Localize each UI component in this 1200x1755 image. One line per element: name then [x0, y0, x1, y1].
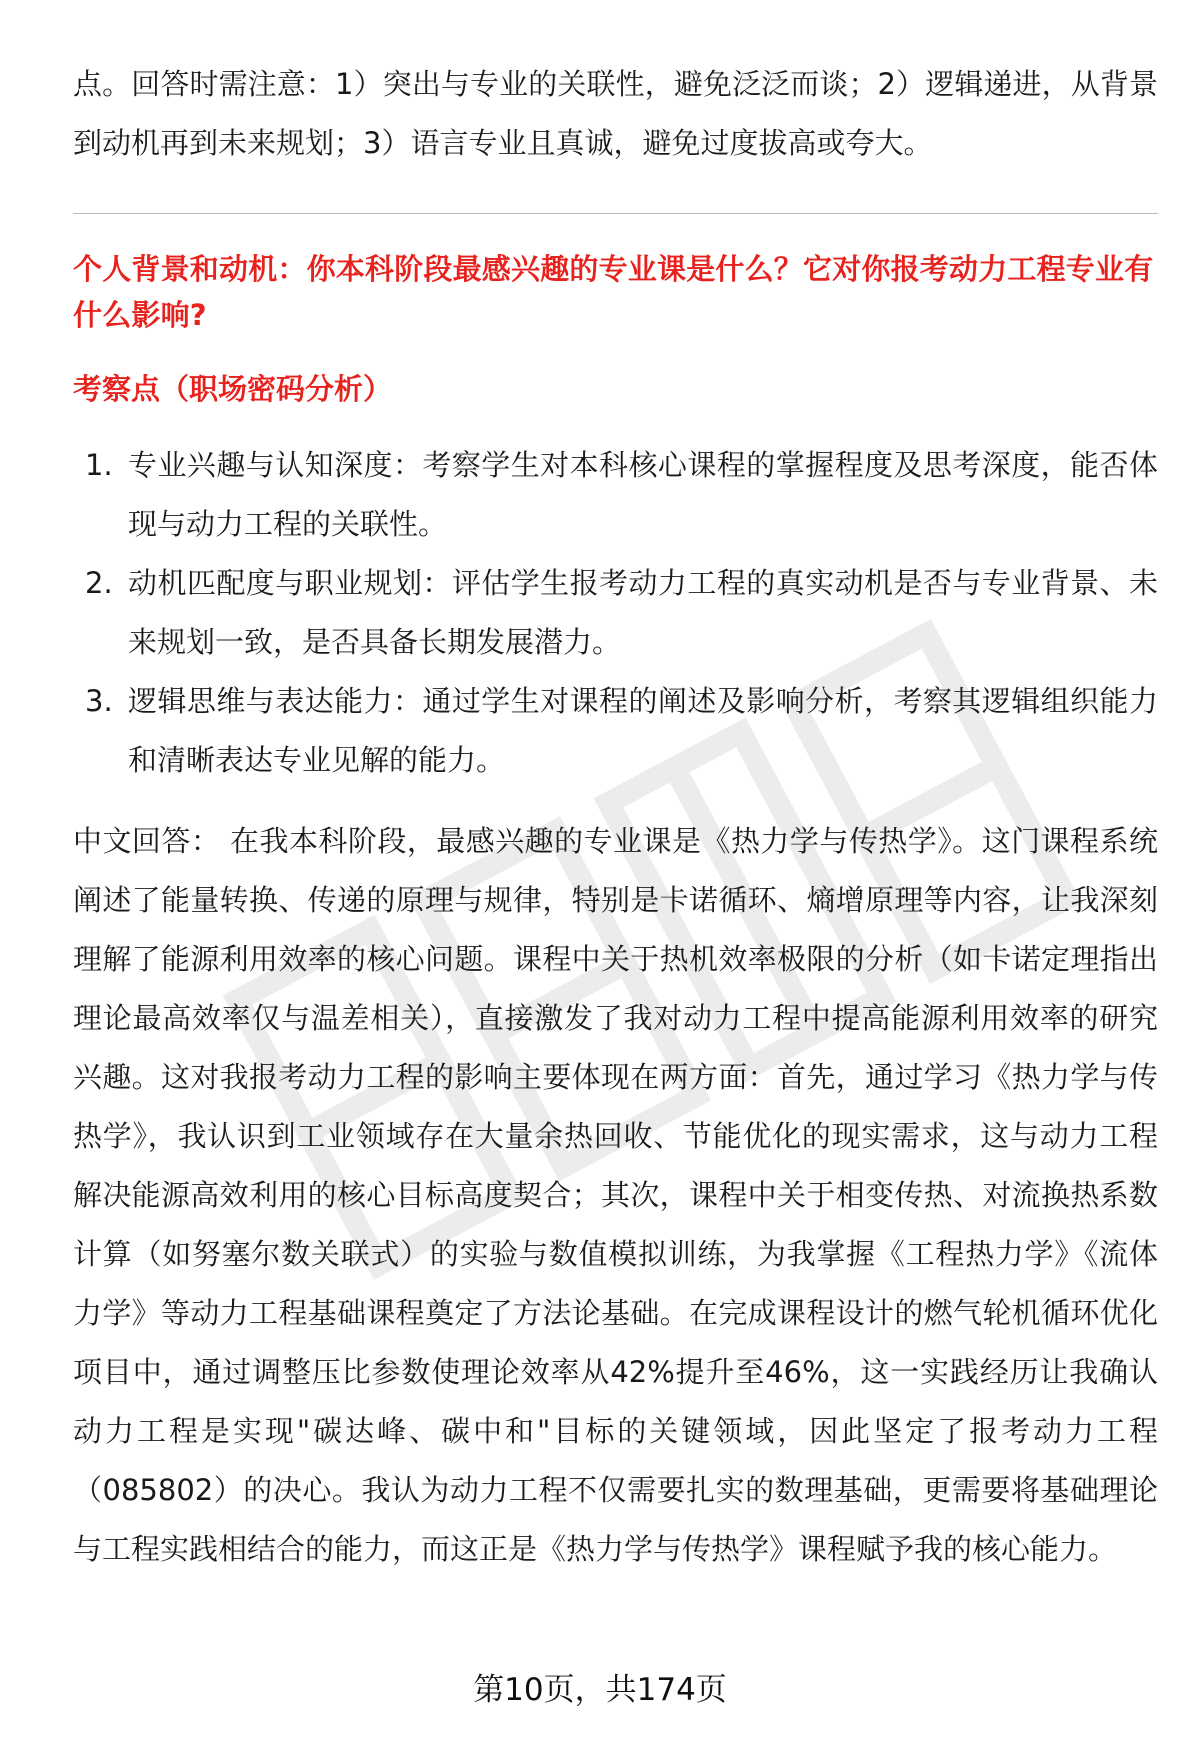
list-item [73, 436, 1158, 554]
section-divider [73, 213, 1158, 214]
page-number-footer: 第10页，共174页 [473, 1672, 727, 1708]
assessment-points-list [73, 436, 1158, 790]
answer-paragraph: 中文回答： 在我本科阶段，最感兴趣的专业课是《热力学与传热学》。这门课程系统阐述了能量转换、传递的原理与规律，特别是卡诺循环、熵增原理等内容，让我深刻理解了能源利用效率的核心问题。课程中关于热机效率极限的分析（如卡诺定理指出理论最高效率仅与温差相关），直接激发了我对动力工程中提高能源利用效率的研究兴趣。这对我报考动力工程的影响主要体现在两方面：首先，通过学习《热力学与传热学》，我认识到工业领域存在大量余热回收、节能优化的现实需求，这与动力工程解决能源高效利用的核心目标高度契合；其次，课程中关于相变传热、对流换热系数计算（如努塞尔数关联式）的实验与数值模拟训练，为我掌握《工程热力学》《流体力学》等动力工程基础课程奠定了方法论基础。在完成课程设计的燃气轮机循环优化项目中，通过调整压比参数使理论效率从42%提升至46%，这一实践经历让我确认动力工程是实现"碳达峰、碳中和"目标的关键领域，因此坚定了报考动力工程（085802）的决心。我认为动力工程不仅需要扎实的数理基础，更需要将基础理论与工程实践相结合的能力，而这正是《热力学与传热学》课程赋予我的核心能力。 [73, 824, 1158, 1566]
list-item-number: 3. [85, 684, 113, 718]
intro-paragraph: 点。回答时需注意：1）突出与专业的关联性，避免泛泛而谈；2）逻辑递进，从背景到动机再到未来规划；3）语言专业且真诚，避免过度拔高或夸大。 [73, 67, 1158, 160]
list-item-text: 逻辑思维与表达能力：通过学生对课程的阐述及影响分析，考察其逻辑组织能力和清晰表达专业见解的能力。 [128, 684, 1158, 777]
question-heading: 个人背景和动机：你本科阶段最感兴趣的专业课是什么？它对你报考动力工程专业有什么影响? [73, 252, 1154, 332]
list-item-text: 专业兴趣与认知深度：考察学生对本科核心课程的掌握程度及思考深度，能否体现与动力工程的关联性。 [128, 448, 1158, 541]
list-item-number: 2. [85, 566, 113, 600]
list-item-number: 1. [85, 448, 113, 482]
document-page [73, 55, 1158, 1579]
list-item [73, 672, 1158, 790]
list-item-text: 动机匹配度与职业规划：评估学生报考动力工程的真实动机是否与专业背景、未来规划一致，是否具备长期发展潜力。 [128, 566, 1158, 659]
list-item [73, 554, 1158, 672]
assessment-subheading: 考察点（职场密码分析） [73, 372, 393, 406]
